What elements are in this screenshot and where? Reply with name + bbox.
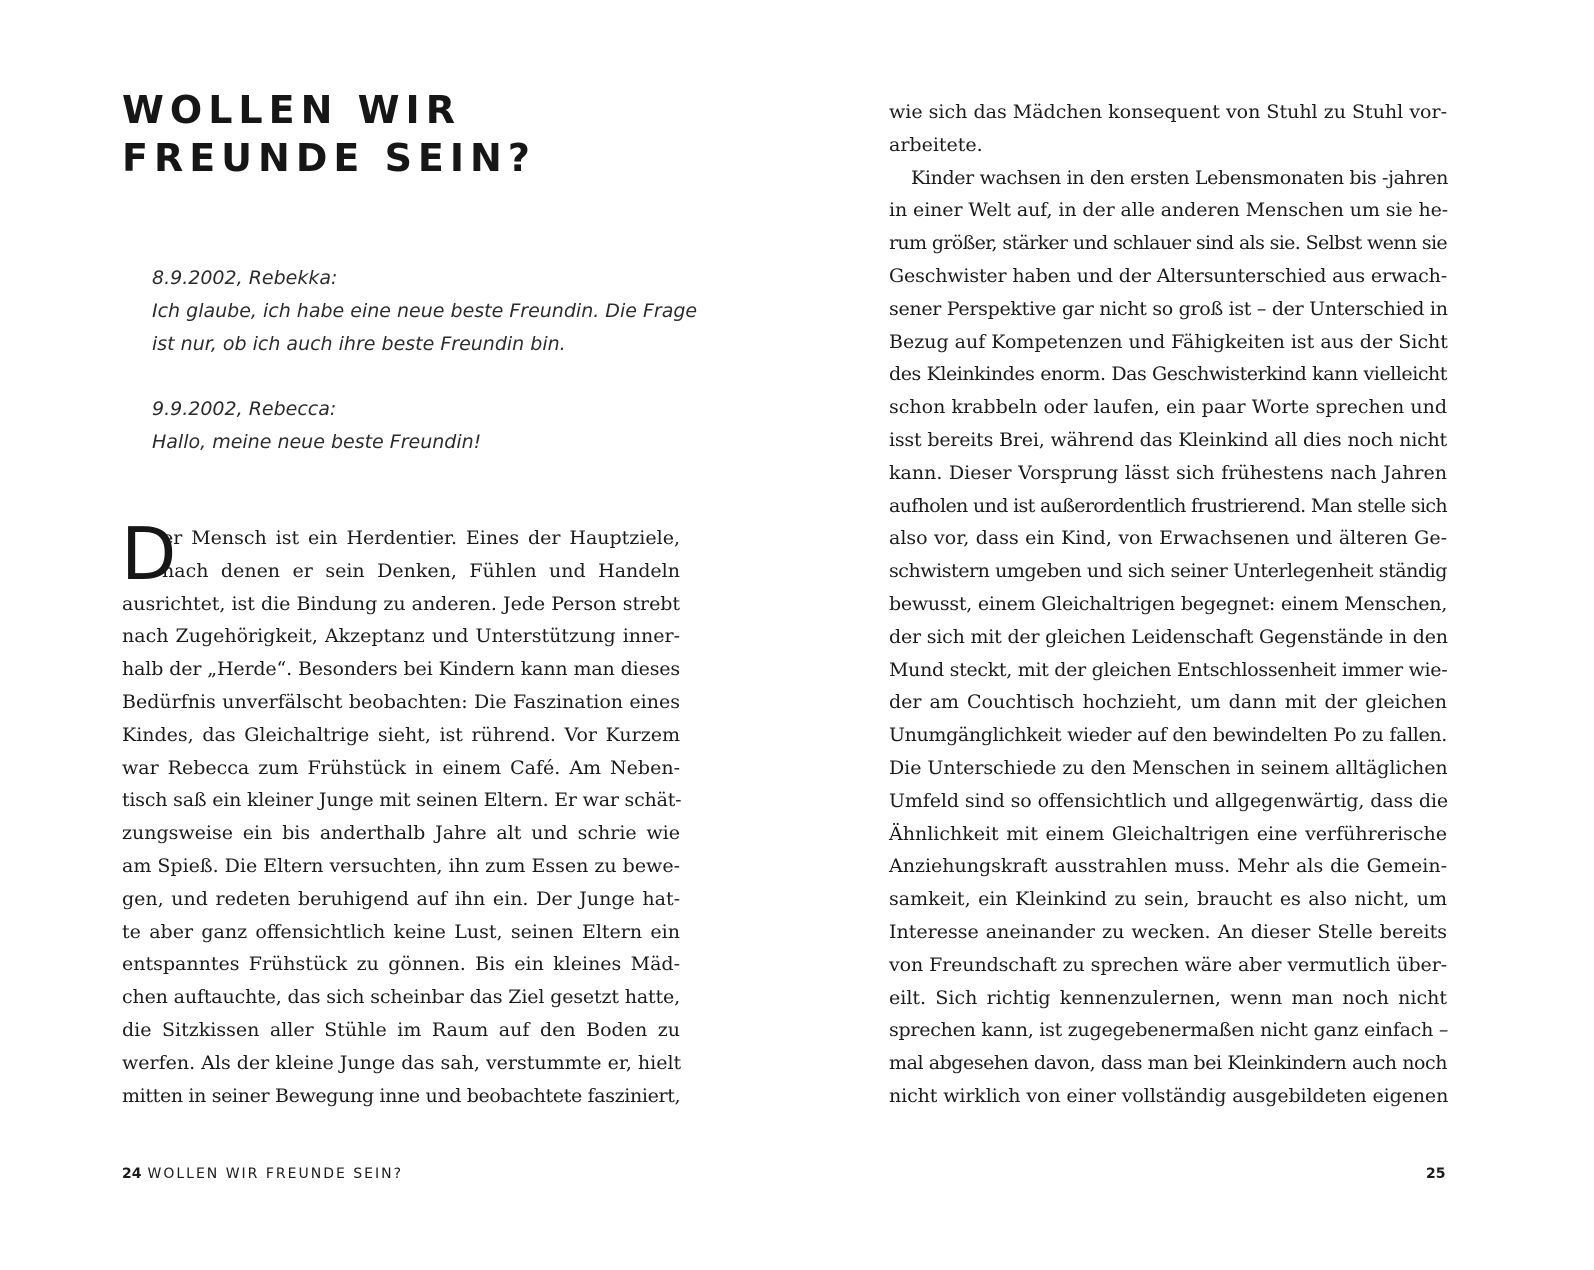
text-line: gen, und redeten beruhigend auf ihn ein. Der Junge hat- xyxy=(122,887,680,910)
page-number: 25 xyxy=(1426,1166,1446,1182)
text-line: ausrichtet, ist die Bindung zu anderen. Jede Person strebt xyxy=(122,592,680,615)
left-body-text xyxy=(121,512,682,1112)
text-line: tisch saß ein kleiner Junge mit seinen Eltern. Er war schät- xyxy=(122,789,682,812)
text-line: von Freundschaft zu sprechen wäre aber vermutlich über- xyxy=(889,953,1447,976)
diary-entry-line: ist nur, ob ich auch ihre beste Freundin bin. xyxy=(152,332,566,355)
text-line: also vor, dass ein Kind, von Erwachsenen und älteren Ge- xyxy=(889,527,1447,550)
text-line: aufholen und ist außerordentlich frustrierend. Man stelle sich xyxy=(889,494,1447,517)
text-line: in einer Welt auf, in der alle anderen Menschen um sie he- xyxy=(889,199,1449,222)
text-line: rum größer, stärker und schlauer sind als sie. Selbst wenn sie xyxy=(889,232,1447,255)
diary-entry-line: Hallo, meine neue beste Freundin! xyxy=(152,430,482,453)
text-line: der am Couchtisch hochzieht, um dann mit der gleichen xyxy=(889,691,1447,714)
text-line: nicht wirklich von einer vollständig ausgebildeten eigenen xyxy=(889,1084,1449,1107)
text-line: wie sich das Mädchen konsequent von Stuhl zu Stuhl vor- xyxy=(889,101,1447,123)
text-line: te aber ganz offensichtlich keine Lust, seinen Eltern ein xyxy=(122,920,680,943)
text-line: sener Perspektive gar nicht so groß ist – der Unterschied in xyxy=(889,297,1448,320)
running-title: WOLLEN WIR FREUNDE SEIN? xyxy=(147,1166,404,1182)
text-line: nach Zugehörigkeit, Akzeptanz und Unterstützung inner- xyxy=(122,625,680,648)
left-footer xyxy=(122,1166,403,1182)
text-line: isst bereits Brei, während das Kleinkind all dies noch nicht xyxy=(889,428,1447,451)
text-line: Ähnlichkeit mit einem Gleichaltrigen eine verführerische xyxy=(889,822,1447,845)
text-line: halb der „Herde“. Besonders bei Kindern kann man dieses xyxy=(122,658,680,681)
text-line: Geschwister haben und der Altersunterschied aus erwach- xyxy=(889,264,1448,287)
chapter-title-line: WOLLEN WIR xyxy=(122,88,461,132)
text-line: zungsweise ein bis anderthalb Jahre alt und schrie wie xyxy=(122,822,680,845)
page-number: 24 xyxy=(122,1166,142,1182)
text-line: nach denen er sein Denken, Fühlen und Handeln xyxy=(162,559,680,582)
text-line: Die Unterschiede zu den Menschen in seinem alltäglichen xyxy=(889,756,1448,779)
text-line: am Spieß. Die Eltern versuchten, ihn zum Essen zu bewe- xyxy=(122,854,680,877)
text-line: mal abgesehen davon, dass man bei Kleinkindern auch noch xyxy=(889,1052,1447,1075)
diary-entry xyxy=(152,262,712,360)
text-line: eilt. Sich richtig kennenzulernen, wenn man noch nicht xyxy=(889,986,1447,1009)
diary-entry-heading: 8.9.2002, Rebekka: xyxy=(152,267,338,289)
text-line: mitten in seiner Bewegung inne und beobachtete fasziniert, xyxy=(122,1084,681,1107)
text-line: samkeit, ein Kleinkind zu sein, braucht es also nicht, um xyxy=(889,888,1447,911)
text-line: schon krabbeln oder laufen, ein paar Worte sprechen und xyxy=(889,396,1447,419)
chapter-title-line: FREUNDE SEIN? xyxy=(122,136,536,180)
diary-entry-line: Ich glaube, ich habe eine neue beste Freundin. Die Frage xyxy=(152,299,698,322)
text-line: Mund steckt, mit der gleichen Entschlossenheit immer wie- xyxy=(889,658,1448,681)
text-line: Kindes, das Gleichaltrige sieht, ist rührend. Vor Kurzem xyxy=(122,723,680,746)
text-line: war Rebecca zum Frühstück in einem Café. Am Neben- xyxy=(122,756,680,779)
drop-cap: D xyxy=(121,512,177,596)
chapter-title xyxy=(122,86,536,182)
diary-excerpt xyxy=(152,262,712,492)
text-line: Kinder wachsen in den ersten Lebensmonaten bis -jahren xyxy=(911,166,1449,189)
right-body-text xyxy=(889,96,1447,1113)
text-line: kann. Dieser Vorsprung lässt sich frühestens nach Jahren xyxy=(889,461,1447,484)
diary-entry-heading: 9.9.2002, Rebecca: xyxy=(152,398,337,421)
text-line: chen auftauchte, das sich scheinbar das Ziel gesetzt hatte, xyxy=(122,986,680,1009)
text-line: die Sitzkissen aller Stühle im Raum auf den Boden zu xyxy=(122,1018,680,1041)
text-line: Interesse aneinander zu wecken. An dieser Stelle bereits xyxy=(889,920,1447,943)
text-line: der sich mit der gleichen Leidenschaft Gegenstände in den xyxy=(889,625,1448,648)
text-line: schwistern umgeben und sich seiner Unterlegenheit ständig xyxy=(889,560,1447,583)
text-line: er Mensch ist ein Herdentier. Eines der Hauptziele, xyxy=(162,527,680,549)
text-line: Bedürfnis unverfälscht beobachten: Die Faszination eines xyxy=(122,690,680,713)
text-line: bewusst, einem Gleichaltrigen begegnet: einem Menschen, xyxy=(889,592,1448,615)
text-line: Anziehungskraft ausstrahlen muss. Mehr als die Gemein- xyxy=(889,855,1447,878)
text-line: des Kleinkindes enorm. Das Geschwisterkind kann vielleicht xyxy=(889,363,1447,386)
text-line: Unumgänglichkeit wieder auf den bewindelten Po zu fallen. xyxy=(889,724,1447,747)
right-page xyxy=(797,0,1594,1270)
text-line: werfen. Als der kleine Junge das sah, verstummte er, hielt xyxy=(122,1051,682,1074)
text-line: entspanntes Frühstück zu gönnen. Bis ein kleines Mäd- xyxy=(122,953,680,976)
text-line: Bezug auf Kompetenzen und Fähigkeiten ist aus der Sicht xyxy=(889,330,1448,353)
text-line: Umfeld sind so offensichtlich und allgegenwärtig, dass die xyxy=(889,789,1449,812)
text-line: sprechen kann, ist zugegebenermaßen nicht ganz einfach – xyxy=(889,1019,1449,1042)
diary-entry xyxy=(152,393,712,459)
text-line: arbeitete. xyxy=(889,133,983,156)
